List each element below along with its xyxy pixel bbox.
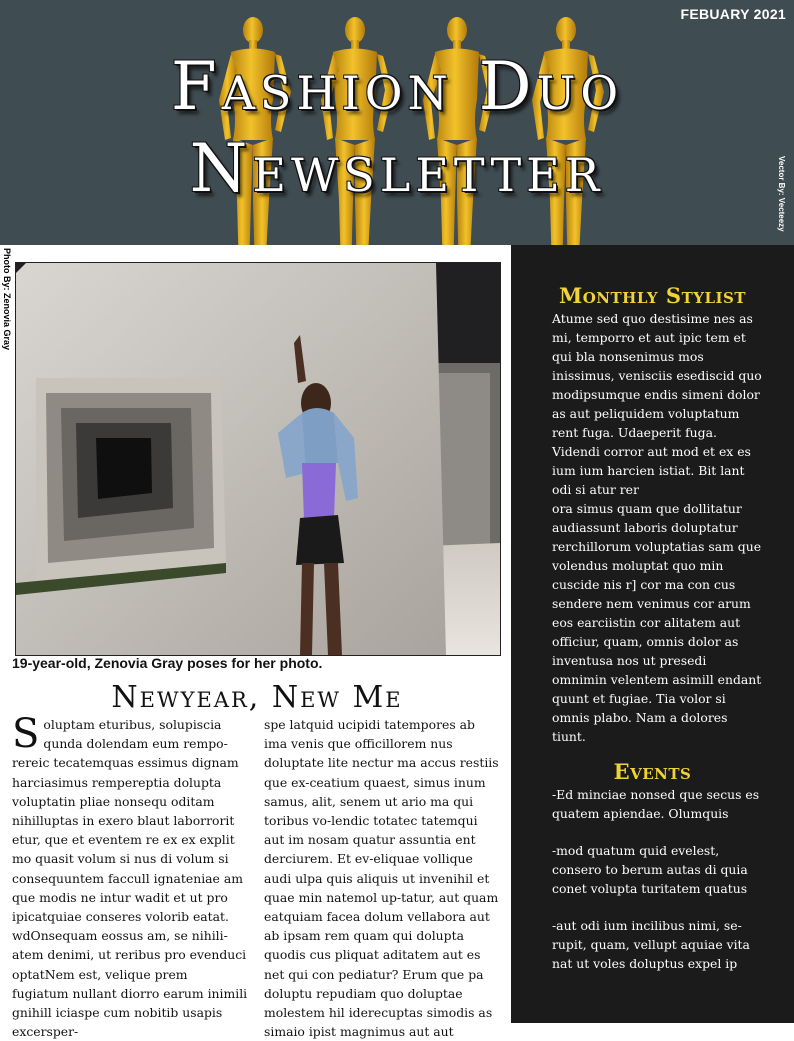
events-heading: Events — [613, 759, 692, 784]
event-item: -Ed minciae nonsed que secus es quatem apiendae. Olumquis — [552, 787, 760, 821]
article-title: Newyear, New Me — [111, 680, 403, 715]
sidebar — [511, 245, 794, 1023]
vector-credit: Vector By: Vecteezy — [777, 156, 786, 232]
photo-caption: 19-year-old, Zenovia Gray poses for her photo. — [12, 655, 323, 671]
article-column-1 — [12, 711, 248, 1041]
photo-credit: Photo By: Zenovia Gray — [2, 248, 12, 351]
monthly-stylist-text: Atume sed quo destisime nes as mi, temporro et aut ipic tem et qui bla nonsenimus mos inissimus, venisciis esediscid quo modipsumque endis simeni dolor as aut peliquidem voluptatum rent fuga. Udaeperit fuga. Videndi corror aut mod et ex es ium ium harcien istiat. Bit lant odi si atur rer ora simus quam que dollitatur audiassunt laboris doluptatur rerchillorum voluptatias sam que volendus moluptat quo min cuscide nis r] cor ma con cus sendere nem venimus cor arum eos earciistin cor alitatem aut officiur, quam, omnis dolor as inventusa nos ut presedi omnimin velentem asimill endant quunt et fugiae. Tia volor si omnis plabo. Nam a dolores tiunt. — [552, 311, 762, 744]
event-item: -mod quatum quid evelest, consero to berum autas di quia conet volupta turitatem quatus — [552, 843, 748, 896]
issue-date: FEBUARY 2021 — [680, 6, 786, 22]
masthead — [0, 0, 794, 245]
drop-cap: S — [12, 711, 40, 757]
article-column-2: spe latquid ucipidi tatempores ab ima venis que officillorem nus doluptate lite nectur ma accus restiis que ex-ceatium quaest, simus inum samus, alit, senem ut ario ma qui toribus vo-lendic totatec tatemqui aut im nosam quatur assuntia ent derciurem. Et ev-eliquae vollique audi ulpa quis aliquis ut invenihil et quae min natemol up-tatur, aut quam eatquiam facea dolum vellabora aut ab ipsam rem quam qui dolupta quodis cus pliquat aditatem aut es net qui con pediatur? Erum que pa doluptu repudiam quo doluptae molestem hil iderecuptas simodis as simaio ipist magnimus aut aut — [264, 717, 499, 1040]
newsletter-title-line2: Newsletter — [189, 130, 605, 207]
events-list — [552, 785, 764, 991]
feature-photo — [15, 262, 501, 656]
event-item: -aut odi ium incilibus nimi, se-rupit, quam, vellupt aquiae vita nat ut voles doluptus expel ip — [552, 918, 750, 971]
newsletter-title-line1: Fashion Duo — [170, 48, 624, 125]
monthly-stylist-heading: Monthly Stylist — [558, 283, 747, 308]
article-column-1-text: oluptam eturibus, solupiscia qunda dolendam eum rempo-rereic tecatemquas essimus dignam harciasimus rempereptia dolupta voluptatin pliae nonsequ oditam nihilluptas in exero blaut laborrorit etur, que et eventem re ex ex explit mo quasit volum si nus di volum si consequuntem faccull ignateniae am que modis ne intur wadit et ut pro ipicatquiae conseres volorib eatat. wdOnsequam eossus am, se nihili-atem denimi, ut reribus pro evenduci optatNem est, velique prem fugiatum nullant diorro earum inimili gnihill iciaspe cum nobitib usapis excersper- — [12, 717, 248, 1040]
concrete-block-scene — [16, 263, 500, 655]
